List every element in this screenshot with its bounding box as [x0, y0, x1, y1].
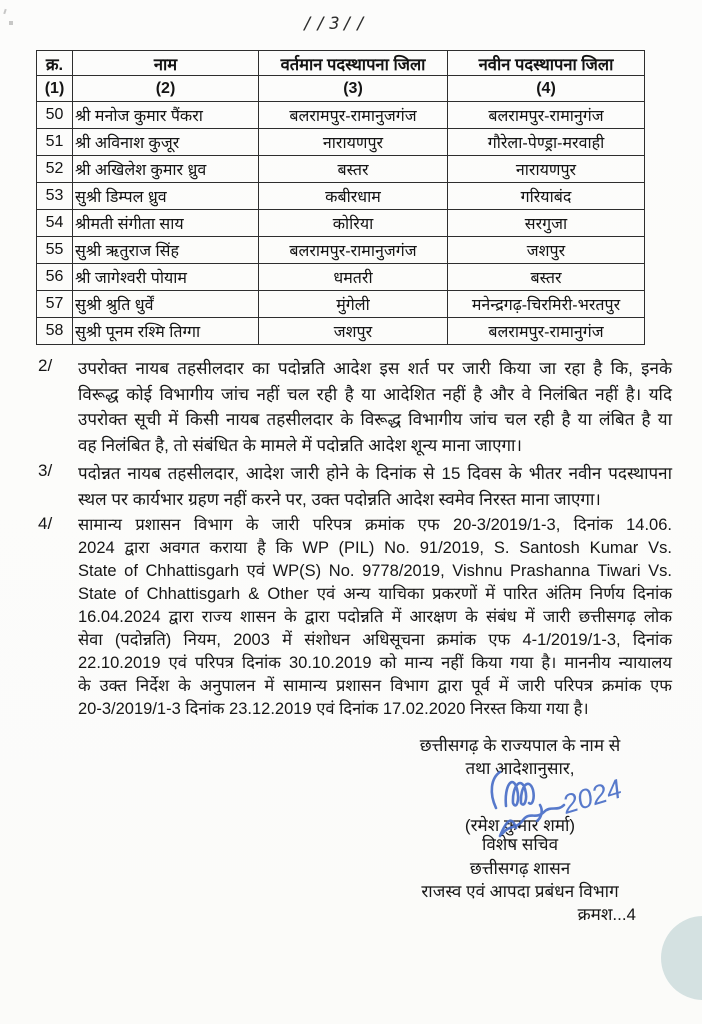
text-line: State of Chhattisgarh & Other एवं अन्य याचिका प्रकरणों में पारित अंतिम निर्णय दिनांक	[78, 585, 672, 603]
paragraph-4	[38, 514, 672, 721]
col-header-new-district: नवीन पदस्थापना जिला	[448, 51, 645, 76]
cell-new-district: बस्तर	[448, 264, 645, 291]
text-line: उपरोक्त सूची में किसी नायब तहसीलदार के विरूद्ध विभागीय जांच चल रही है या लंबित है या	[78, 410, 672, 429]
cell-name: श्री अविनाश कुजूर	[73, 129, 259, 156]
cell-name: सुश्री श्रुति धुर्वें	[73, 291, 259, 318]
table-row	[37, 156, 645, 183]
table-row	[37, 129, 645, 156]
cell-current-district: धमतरी	[259, 264, 448, 291]
page-number: //3//	[302, 14, 370, 34]
cell-name: सुश्री ऋतुराज सिंह	[73, 237, 259, 264]
table-header-row	[37, 51, 645, 76]
cell-name: सुश्री पूनम रश्मि तिग्गा	[73, 318, 259, 345]
text-line: 22.10.2019 एवं परिपत्र दिनांक 30.10.2019 को मान्य नहीं किया गया है। माननीय न्यायालय	[78, 654, 672, 672]
text-line: उपरोक्त नायब तहसीलदार का पदोन्नति आदेश इस शर्त पर जारी किया जा रहा है कि, इनके	[78, 359, 672, 378]
paragraph-3-text	[78, 461, 672, 512]
cell-sno: 56	[37, 264, 73, 291]
government-name: छत्तीसगढ़ शासन	[469, 859, 571, 878]
cell-name: श्री मनोज कुमार पैंकरा	[73, 102, 259, 129]
text-line: 2024 द्वारा अवगत कराया है कि WP (PIL) No. 91/2019, S. Santosh Kumar Vs.	[78, 539, 672, 557]
paragraph-4-number: 4/	[38, 514, 53, 533]
table-row	[37, 102, 645, 129]
text-line: स्थल पर कार्यभार ग्रहण नहीं करने पर, उक्त पदोन्नति आदेश स्वमेव निरस्त माना जाएगा।	[78, 489, 601, 509]
cell-current-district: नारायणपुर	[259, 129, 448, 156]
cell-sno: 54	[37, 210, 73, 237]
cell-current-district: बलरामपुर-रामानुजगंज	[259, 237, 448, 264]
cell-sno: 55	[37, 237, 73, 264]
handwritten-date: 2024	[558, 773, 626, 820]
cell-new-district: बलरामपुर-रामानुगंज	[448, 318, 645, 345]
cell-name: श्री अखिलेश कुमार ध्रुव	[73, 156, 259, 183]
cell-current-district: बस्तर	[259, 156, 448, 183]
paragraph-2	[38, 356, 672, 458]
cell-sno: 50	[37, 102, 73, 129]
table-row	[37, 291, 645, 318]
col-number: (2)	[73, 76, 259, 102]
cell-sno: 51	[37, 129, 73, 156]
signature-stroke	[492, 772, 500, 808]
cell-new-district: सरगुजा	[448, 210, 645, 237]
cell-current-district: मुंगेली	[259, 291, 448, 318]
cell-new-district: बलरामपुर-रामानुगंज	[448, 102, 645, 129]
table-row	[37, 318, 645, 345]
text-line: सामान्य प्रशासन विभाग के जारी परिपत्र क्रमांक एफ 20-3/2019/1-3, दिनांक 14.06.	[78, 516, 672, 534]
text-line: विरूद्ध कोई विभागीय जांच नहीं चल रही है या आदेशित नहीं है और वे निलंबित नहीं है। यदि	[78, 384, 672, 404]
paragraph-3-number: 3/	[38, 461, 53, 480]
paragraph-2-number: 2/	[38, 356, 53, 375]
cell-new-district: मनेन्द्रगढ़-चिरमिरी-भरतपुर	[448, 291, 645, 318]
cell-name: श्रीमती संगीता साय	[73, 210, 259, 237]
text-line: वह निलंबित है, तो संबंधित के मामले में पदोन्नति आदेश शून्य माना जाएगा।	[78, 435, 522, 455]
paragraph-4-text	[78, 514, 672, 721]
col-number: (3)	[259, 76, 448, 102]
col-header-sno: क्र.	[37, 51, 73, 76]
watermark-circle	[661, 916, 702, 1000]
signatory-designation: विशेष सचिव	[481, 835, 559, 854]
cell-current-district: कोरिया	[259, 210, 448, 237]
text-line: के उक्त निर्देश के अनुपालन में सामान्य प्रशासन विभाग द्वारा पूर्व में जारी परिपत्र क्रमांक एफ	[78, 677, 672, 695]
col-header-name: नाम	[73, 51, 259, 76]
cell-current-district: जशपुर	[259, 318, 448, 345]
table-row	[37, 183, 645, 210]
cell-sno: 58	[37, 318, 73, 345]
cell-name: श्री जागेश्वरी पोयाम	[73, 264, 259, 291]
cell-new-district: जशपुर	[448, 237, 645, 264]
col-number: (1)	[37, 76, 73, 102]
text-line: 16.04.2024 द्वारा राज्य शासन के द्वारा पदोन्नति में आरक्षण के संबंध में जारी छत्तीसगढ़ लोक	[78, 608, 672, 626]
col-header-current-district: वर्तमान पदस्थापना जिला	[259, 51, 448, 76]
text-line: State of Chhattisgarh एवं WP(S) No. 9778/2019, Vishnu Prashanna Tiwari Vs.	[78, 562, 672, 580]
table-column-number-row	[37, 76, 645, 102]
department-name: राजस्व एवं आपदा प्रबंधन विभाग	[421, 882, 619, 901]
cell-new-district: गरियाबंद	[448, 183, 645, 210]
paragraph-3	[38, 461, 672, 512]
officers-table	[36, 50, 645, 345]
scan-speck	[3, 9, 6, 14]
table-row	[37, 237, 645, 264]
table-row	[37, 264, 645, 291]
text-line: पदोन्नत नायब तहसीलदार, आदेश जारी होने के दिनांक से 15 दिवस के भीतर नवीन पदस्थापना	[78, 464, 672, 483]
cell-current-district: बलरामपुर-रामानुजगंज	[259, 102, 448, 129]
text-line: सेवा (पदोन्नति) नियम, 2003 में संशोधन अधिसूचना क्रमांक एफ 4-1/2019/1-3, दिनांक	[78, 631, 672, 649]
handwritten-signature	[430, 758, 680, 846]
cell-sno: 57	[37, 291, 73, 318]
signature-stroke	[506, 782, 534, 806]
text-line: 20-3/2019/1-3 दिनांक 23.12.2019 एवं दिनांक 17.02.2020 निरस्त किया गया है।	[78, 700, 589, 718]
cell-name: सुश्री डिम्पल ध्रुव	[73, 183, 259, 210]
paragraph-2-text	[78, 356, 672, 458]
continuation-marker: क्रमश...4	[577, 905, 636, 924]
cell-new-district: गौरेला-पेण्ड्रा-मरवाही	[448, 129, 645, 156]
cell-sno: 53	[37, 183, 73, 210]
on-behalf-of-governor-line: छत्तीसगढ़ के राज्यपाल के नाम से	[419, 736, 621, 755]
cell-new-district: नारायणपुर	[448, 156, 645, 183]
signatory-name: (रमेश कुमार शर्मा)	[464, 816, 576, 835]
scan-speck	[9, 21, 13, 25]
cell-sno: 52	[37, 156, 73, 183]
table-row	[37, 210, 645, 237]
col-number: (4)	[448, 76, 645, 102]
by-order-line: तथा आदेशानुसार,	[465, 759, 575, 778]
cell-current-district: कबीरधाम	[259, 183, 448, 210]
